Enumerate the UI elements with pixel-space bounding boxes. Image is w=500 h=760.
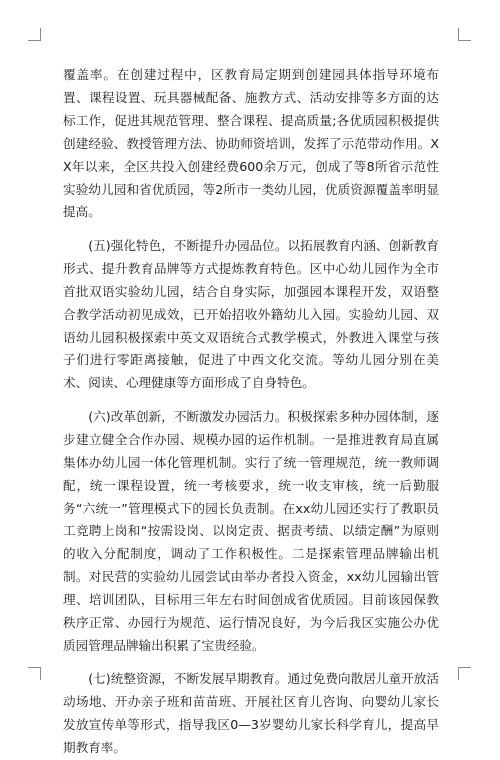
paragraph-reform-innovation: (六)改革创新，不断激发办园活力。积极探索多种办园体制，逐步建立健全合作办园、规模办园的运作机制。一是推进教育局直属集体办幼儿园一体化管理机制。实行了统一管理规范，统一教师调配，统一课程设置，统一考核要求，统一收支审核，统一后勤服务“六统一”管理模式下的园长负责制。在xx幼儿园还实行了教职员工竞聘上岗和“按需设岗、以岗定责、据责考绩、以绩定酬”为原则的收入分配制度，调动了工作积极性。二是探索管理品牌输出机制。对民营的实验幼儿园尝试由举办者投入资金，xx幼儿园输出管理、培训团队，目标用三年左右时间创成省优质园。目前该园保教秩序正常、办园行为规范、运行情况良好，为今后我区实施公办优质园管理品牌输出积累了宝贵经验。 bbox=[63, 408, 439, 653]
paragraph-early-education: (七)统整资源，不断发展早期教育。通过免费向散居儿童开放活动场地、开办亲子班和苗苗班、开展社区育儿咨询、向婴幼儿家长发放宣传单等形式，指导我区0—3岁婴幼儿家长科学育儿，提高早期教育率。 bbox=[63, 671, 439, 756]
paragraph-continuation: 覆盖率。在创建过程中，区教育局定期到创建园具体指导环境布置、课程设置、玩具器械配备、施教方式、活动安排等多方面的达标工作，促进其规范管理、整合课程、提高质量;各优质园积极提供创建经验、教授管理方法、协助师资培训，发挥了示范带动作用。XX年以来，全区共投入创建经费600余万元，创成了等8所省示范性实验幼儿园和省优质园，等2所市一类幼儿园，优质资源覆盖率明显提高。 bbox=[63, 67, 439, 220]
crop-mark-top-left bbox=[28, 28, 41, 41]
crop-mark-top-right bbox=[458, 28, 471, 41]
paragraph-strengthen-features: (五)强化特色，不断提升办园品位。以拓展教育内涵、创新教育形式、提升教育品牌等方式提炼教育特色。区中心幼儿园作为全市首批双语实验幼儿园，结合自身实际，加强园本课程开发，双语整合教学活动初见成效，已开始招收外籍幼儿入园。实验幼儿园、双语幼儿园积极探索中英文双语统合式教学模式，外教进入课堂与孩子们进行零距离接触，促进了中西文化交流。等幼儿园分别在美术、阅读、心理健康等方面形成了自身特色。 bbox=[63, 237, 439, 391]
body-text bbox=[63, 64, 439, 760]
crop-mark-bottom-right bbox=[458, 667, 471, 680]
crop-mark-bottom-left bbox=[28, 667, 41, 680]
